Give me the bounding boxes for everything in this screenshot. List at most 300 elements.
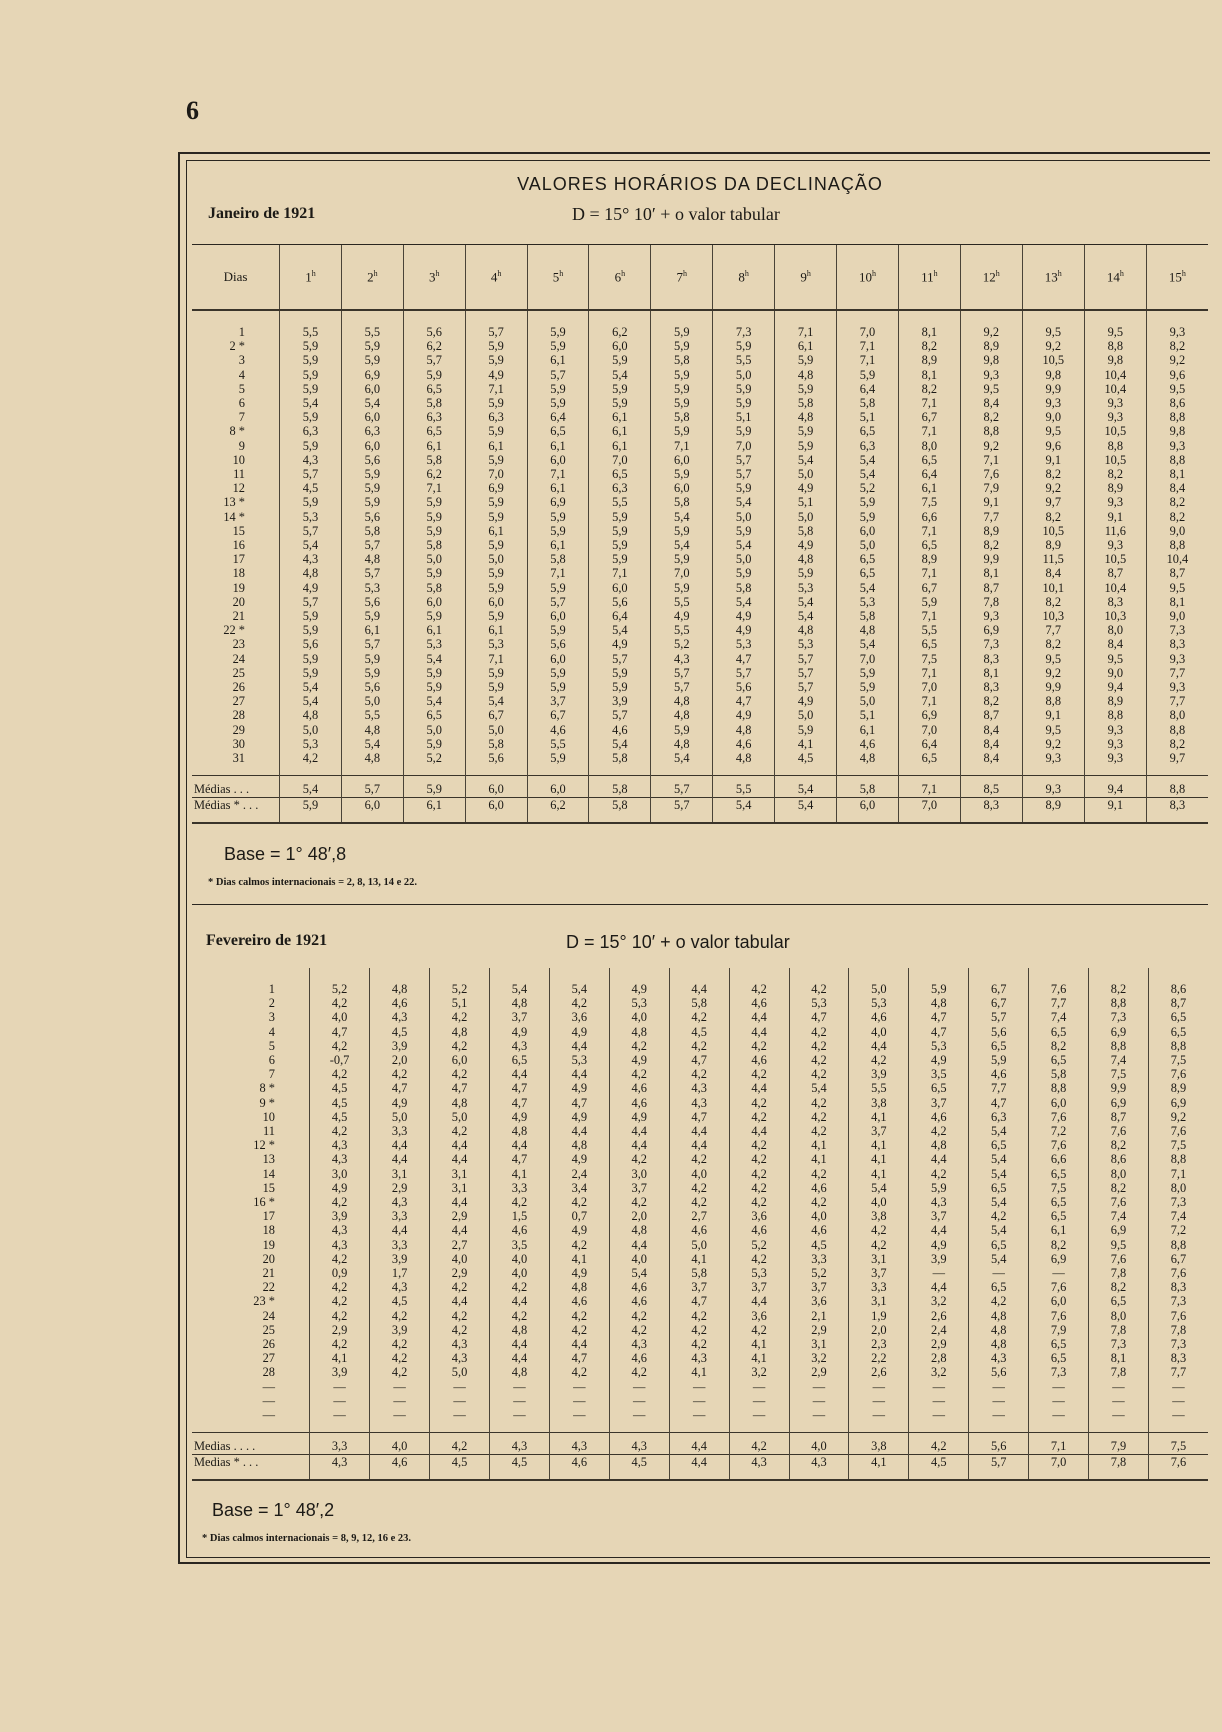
value-cell: 4,9 — [609, 1053, 669, 1067]
value-cell: 7,4 — [1148, 1209, 1208, 1223]
value-cell: 5,2 — [651, 637, 713, 651]
value-cell: — — [309, 1394, 369, 1408]
january-table — [192, 245, 1208, 824]
value-cell: 7,6 — [1029, 1280, 1089, 1294]
value-cell: 5,9 — [527, 581, 589, 595]
value-cell: 7,0 — [837, 310, 899, 339]
table-row — [192, 623, 1208, 637]
value-cell: 4,2 — [309, 996, 369, 1010]
value-cell: 4,4 — [669, 968, 729, 996]
hour-header: 13$^h$ — [1022, 245, 1084, 310]
february-base: Base = 1° 48′,2 — [212, 1500, 335, 1520]
value-cell: 5,0 — [837, 694, 899, 708]
value-cell: 5,9 — [465, 396, 527, 410]
value-cell: 5,7 — [527, 595, 589, 609]
value-cell: 4,8 — [651, 737, 713, 751]
value-cell: 6,1 — [589, 424, 651, 438]
value-cell: 7,3 — [1148, 1195, 1208, 1209]
value-cell: 4,8 — [489, 996, 549, 1010]
value-cell: 4,3 — [430, 1337, 490, 1351]
value-cell: 4,6 — [489, 1223, 549, 1237]
value-cell: 7,8 — [960, 595, 1022, 609]
value-cell: 5,9 — [341, 339, 403, 353]
mean-value: 3,3 — [309, 1433, 369, 1455]
value-cell: 5,6 — [403, 310, 465, 339]
mean-value: 4,3 — [309, 1454, 369, 1480]
table-row — [192, 637, 1208, 651]
value-cell: 4,2 — [609, 1067, 669, 1081]
value-cell: 5,7 — [775, 680, 837, 694]
value-cell: 4,8 — [280, 708, 342, 722]
value-cell: 9,8 — [1084, 353, 1146, 367]
value-cell: — — [909, 1380, 969, 1394]
value-cell: 4,2 — [729, 1252, 789, 1266]
value-cell: 8,8 — [1029, 1081, 1089, 1095]
value-cell: 8,3 — [1148, 1351, 1208, 1365]
value-cell: 6,1 — [1029, 1223, 1089, 1237]
value-cell: 9,3 — [1084, 410, 1146, 424]
value-cell: 4,5 — [309, 1081, 369, 1095]
mean-value: 6,0 — [341, 797, 403, 823]
day-cell: 30 — [232, 736, 245, 751]
day-cell: 23 — [232, 637, 245, 652]
value-cell: 6,5 — [969, 1280, 1029, 1294]
value-cell: 5,4 — [651, 510, 713, 524]
february-title: Fevereiro de 1921 — [206, 932, 328, 949]
value-cell: 5,6 — [969, 1365, 1029, 1379]
value-cell: 5,0 — [341, 694, 403, 708]
value-cell: 4,2 — [609, 1039, 669, 1053]
table-row — [192, 595, 1208, 609]
hour-header: 6$^h$ — [589, 245, 651, 310]
value-cell: 5,3 — [341, 581, 403, 595]
value-cell: 4,7 — [309, 1025, 369, 1039]
value-cell: 6,5 — [403, 382, 465, 396]
value-cell: 4,3 — [370, 1195, 430, 1209]
value-cell: 5,0 — [280, 723, 342, 737]
table-row — [192, 510, 1208, 524]
value-cell: 8,6 — [1148, 968, 1208, 996]
value-cell: 4,6 — [729, 996, 789, 1010]
value-cell: 4,2 — [309, 1309, 369, 1323]
value-cell: 5,0 — [370, 1110, 430, 1124]
value-cell: 5,9 — [527, 510, 589, 524]
value-cell: 5,9 — [465, 353, 527, 367]
value-cell: 5,3 — [280, 510, 342, 524]
mean-value: 5,6 — [969, 1433, 1029, 1455]
value-cell: 5,9 — [589, 666, 651, 680]
value-cell: 7,6 — [1148, 1266, 1208, 1280]
value-cell: — — [849, 1380, 909, 1394]
day-cell: 4 — [238, 367, 245, 382]
value-cell: 9,2 — [1022, 666, 1084, 680]
value-cell: 4,8 — [489, 1365, 549, 1379]
value-cell: 5,9 — [651, 552, 713, 566]
value-cell: 4,2 — [309, 1337, 369, 1351]
value-cell: 5,9 — [651, 382, 713, 396]
value-cell: 4,2 — [549, 1323, 609, 1337]
value-cell: 4,8 — [775, 552, 837, 566]
value-cell: 7,7 — [969, 1081, 1029, 1095]
value-cell: 8,4 — [960, 396, 1022, 410]
value-cell: 7,3 — [1148, 1294, 1208, 1308]
value-cell: 5,9 — [465, 510, 527, 524]
value-cell: 6,9 — [1148, 1096, 1208, 1110]
table-row — [192, 353, 1208, 367]
value-cell: 6,3 — [341, 424, 403, 438]
value-cell: 3,0 — [309, 1167, 369, 1181]
value-cell: 9,5 — [1022, 424, 1084, 438]
value-cell: 4,5 — [309, 1110, 369, 1124]
table-row — [192, 467, 1208, 481]
value-cell: 6,7 — [898, 581, 960, 595]
value-cell: 4,6 — [789, 1223, 849, 1237]
value-cell: 9,3 — [1146, 439, 1208, 453]
value-cell: 4,1 — [789, 1152, 849, 1166]
value-cell: 6,3 — [465, 410, 527, 424]
value-cell: 4,4 — [549, 1337, 609, 1351]
value-cell: 6,0 — [527, 652, 589, 666]
value-cell: 8,4 — [960, 751, 1022, 776]
value-cell: 5,7 — [280, 595, 342, 609]
value-cell: 5,4 — [280, 680, 342, 694]
value-cell: 5,4 — [651, 538, 713, 552]
value-cell: 4,1 — [669, 1365, 729, 1379]
mean-value: 6,1 — [403, 797, 465, 823]
mean-value: 5,4 — [775, 797, 837, 823]
value-cell: 5,8 — [465, 737, 527, 751]
value-cell: 4,7 — [789, 1010, 849, 1024]
value-cell: 4,1 — [789, 1138, 849, 1152]
value-cell: 4,2 — [669, 1039, 729, 1053]
value-cell: 7,4 — [1089, 1053, 1149, 1067]
value-cell: 5,9 — [589, 396, 651, 410]
means-row — [192, 797, 1208, 823]
value-cell: 5,4 — [969, 1152, 1029, 1166]
table-row — [192, 1266, 1208, 1280]
value-cell: 7,1 — [1148, 1167, 1208, 1181]
value-cell: 3,3 — [489, 1181, 549, 1195]
table-row — [192, 1138, 1208, 1152]
value-cell: 5,7 — [465, 310, 527, 339]
value-cell: 7,6 — [1148, 1309, 1208, 1323]
value-cell: 6,3 — [589, 481, 651, 495]
value-cell: 8,4 — [960, 723, 1022, 737]
value-cell: 5,4 — [465, 694, 527, 708]
value-cell: 1,9 — [849, 1309, 909, 1323]
value-cell: 5,9 — [280, 666, 342, 680]
value-cell: 6,7 — [969, 996, 1029, 1010]
value-cell: 3,3 — [370, 1124, 430, 1138]
value-cell: 4,2 — [669, 1181, 729, 1195]
mean-value: 5,7 — [341, 776, 403, 798]
value-cell: 5,9 — [589, 538, 651, 552]
value-cell: — — [549, 1394, 609, 1408]
value-cell: 5,7 — [775, 652, 837, 666]
value-cell: 5,9 — [713, 396, 775, 410]
value-cell: — — [789, 1394, 849, 1408]
value-cell: 9,3 — [1084, 723, 1146, 737]
value-cell: 6,9 — [1029, 1252, 1089, 1266]
value-cell: 7,5 — [1148, 1053, 1208, 1067]
main-title: VALORES HORÁRIOS DA DECLINAÇÃO — [517, 174, 883, 194]
value-cell: 6,7 — [465, 708, 527, 722]
value-cell: — — [789, 1408, 849, 1433]
value-cell: 4,7 — [370, 1081, 430, 1095]
value-cell: 4,4 — [430, 1138, 490, 1152]
value-cell: — — [669, 1394, 729, 1408]
value-cell: 5,4 — [969, 1124, 1029, 1138]
table-row — [192, 1195, 1208, 1209]
table-row — [192, 1025, 1208, 1039]
value-cell: 9,8 — [1022, 368, 1084, 382]
value-cell: 4,3 — [430, 1351, 490, 1365]
value-cell: 5,7 — [713, 666, 775, 680]
value-cell: 9,0 — [1084, 666, 1146, 680]
value-cell: 8,2 — [1029, 1238, 1089, 1252]
value-cell: 10,5 — [1022, 353, 1084, 367]
value-cell: 4,6 — [370, 996, 430, 1010]
value-cell: 4,2 — [430, 1280, 490, 1294]
value-cell: 5,9 — [775, 382, 837, 396]
section-divider — [192, 904, 1208, 905]
value-cell: 9,5 — [1022, 310, 1084, 339]
value-cell: 4,8 — [341, 751, 403, 776]
table-row — [192, 1152, 1208, 1166]
value-cell: 4,2 — [669, 1010, 729, 1024]
value-cell: 6,5 — [898, 453, 960, 467]
means-row — [192, 776, 1208, 798]
value-cell: 4,8 — [969, 1309, 1029, 1323]
value-cell: 5,9 — [341, 467, 403, 481]
value-cell: 4,2 — [789, 1053, 849, 1067]
hour-header: 9$^h$ — [775, 245, 837, 310]
value-cell: 8,2 — [1146, 339, 1208, 353]
value-cell: 8,2 — [1089, 1280, 1149, 1294]
value-cell: 3,2 — [789, 1351, 849, 1365]
value-cell: 5,9 — [775, 723, 837, 737]
mean-value: 4,1 — [849, 1454, 909, 1480]
january-base: Base = 1° 48′,8 — [224, 844, 347, 864]
value-cell: 5,3 — [909, 1039, 969, 1053]
value-cell: 6,5 — [898, 637, 960, 651]
value-cell: 4,4 — [370, 1223, 430, 1237]
value-cell: 4,3 — [309, 1138, 369, 1152]
value-cell: 4,1 — [309, 1351, 369, 1365]
day-cell: 9 * — [259, 1095, 275, 1110]
value-cell: 8,0 — [1089, 1167, 1149, 1181]
value-cell: 5,3 — [549, 1053, 609, 1067]
value-cell: 4,3 — [309, 1152, 369, 1166]
value-cell: 5,4 — [969, 1195, 1029, 1209]
value-cell: 5,9 — [775, 439, 837, 453]
mean-value: 8,3 — [1146, 797, 1208, 823]
day-cell: 27 — [232, 694, 245, 709]
value-cell: 4,4 — [430, 1152, 490, 1166]
value-cell: 3,9 — [589, 694, 651, 708]
value-cell: 6,4 — [527, 410, 589, 424]
value-cell: 5,1 — [775, 495, 837, 509]
value-cell: 4,8 — [280, 566, 342, 580]
value-cell: 4,4 — [549, 1124, 609, 1138]
value-cell: 7,1 — [527, 566, 589, 580]
value-cell: 4,4 — [430, 1195, 490, 1209]
day-cell: 1 — [238, 325, 245, 339]
hour-header: 11$^h$ — [898, 245, 960, 310]
value-cell: 5,7 — [341, 637, 403, 651]
value-cell: 5,9 — [837, 368, 899, 382]
table-row — [192, 410, 1208, 424]
value-cell: 5,9 — [651, 723, 713, 737]
value-cell: 6,0 — [589, 581, 651, 595]
day-cell: 28 — [262, 1365, 275, 1380]
value-cell: 4,2 — [729, 1152, 789, 1166]
table-row — [192, 1039, 1208, 1053]
value-cell: 4,3 — [280, 453, 342, 467]
value-cell: 4,3 — [609, 1337, 669, 1351]
value-cell: 4,2 — [729, 1167, 789, 1181]
value-cell: 2,3 — [849, 1337, 909, 1351]
value-cell: 4,9 — [775, 694, 837, 708]
value-cell: 4,6 — [609, 1280, 669, 1294]
value-cell: 6,1 — [465, 524, 527, 538]
value-cell: 8,9 — [1148, 1081, 1208, 1095]
value-cell: 5,4 — [589, 623, 651, 637]
value-cell: -0,7 — [309, 1053, 369, 1067]
value-cell: — — [969, 1408, 1029, 1433]
value-cell: 4,9 — [549, 1223, 609, 1237]
value-cell: 6,4 — [898, 467, 960, 481]
value-cell: 4,2 — [430, 1067, 490, 1081]
table-row — [192, 1323, 1208, 1337]
value-cell: 9,2 — [960, 310, 1022, 339]
value-cell: 5,9 — [775, 424, 837, 438]
value-cell: 4,8 — [969, 1323, 1029, 1337]
value-cell: 2,9 — [789, 1365, 849, 1379]
value-cell: 6,1 — [589, 410, 651, 424]
mean-value: 7,9 — [1089, 1433, 1149, 1455]
value-cell: 5,9 — [713, 524, 775, 538]
value-cell: 8,9 — [1084, 694, 1146, 708]
value-cell: 4,2 — [549, 1365, 609, 1379]
day-cell: 13 * — [223, 495, 245, 510]
value-cell: 7,1 — [898, 424, 960, 438]
mean-value: 7,6 — [1148, 1454, 1208, 1480]
mean-value: 4,5 — [489, 1454, 549, 1480]
mean-value: 6,0 — [837, 797, 899, 823]
value-cell: 5,4 — [549, 968, 609, 996]
value-cell: 5,7 — [651, 680, 713, 694]
mean-value: 4,5 — [909, 1454, 969, 1480]
day-cell: 17 — [262, 1209, 275, 1224]
value-cell: 8,8 — [1084, 708, 1146, 722]
value-cell: — — [309, 1380, 369, 1394]
value-cell: 8,4 — [960, 737, 1022, 751]
value-cell: 1,5 — [489, 1209, 549, 1223]
value-cell: 6,2 — [589, 310, 651, 339]
value-cell: 7,3 — [1029, 1365, 1089, 1379]
value-cell: 7,6 — [1029, 1110, 1089, 1124]
value-cell: 4,9 — [589, 637, 651, 651]
value-cell: 3,9 — [370, 1323, 430, 1337]
value-cell: 4,6 — [969, 1067, 1029, 1081]
value-cell: 5,0 — [465, 723, 527, 737]
value-cell: 4,2 — [609, 1365, 669, 1379]
value-cell: 8,8 — [1022, 694, 1084, 708]
value-cell: 8,2 — [1146, 495, 1208, 509]
value-cell: 9,1 — [1084, 510, 1146, 524]
table-row — [192, 1309, 1208, 1323]
table-row — [192, 1209, 1208, 1223]
value-cell: 6,5 — [1029, 1167, 1089, 1181]
value-cell: — — [609, 1408, 669, 1433]
value-cell: 4,9 — [775, 481, 837, 495]
value-cell: 5,9 — [280, 339, 342, 353]
value-cell: 4,0 — [609, 1010, 669, 1024]
value-cell: 4,2 — [969, 1209, 1029, 1223]
table-row — [192, 1351, 1208, 1365]
value-cell: 4,1 — [849, 1152, 909, 1166]
value-cell: 9,9 — [1022, 680, 1084, 694]
value-cell: 5,4 — [489, 968, 549, 996]
value-cell: 7,0 — [465, 467, 527, 481]
value-cell: 6,6 — [898, 510, 960, 524]
value-cell: 8,2 — [960, 538, 1022, 552]
value-cell: 5,9 — [527, 623, 589, 637]
value-cell: 6,1 — [527, 538, 589, 552]
value-cell: — — [969, 1394, 1029, 1408]
value-cell: 6,1 — [403, 623, 465, 637]
value-cell: 4,2 — [729, 1096, 789, 1110]
value-cell: 8,7 — [1148, 996, 1208, 1010]
value-cell: 5,9 — [341, 495, 403, 509]
table-row — [192, 737, 1208, 751]
value-cell: 5,9 — [837, 510, 899, 524]
value-cell: 3,7 — [849, 1266, 909, 1280]
value-cell: 5,4 — [849, 1181, 909, 1195]
table-row — [192, 368, 1208, 382]
value-cell: 6,1 — [341, 623, 403, 637]
value-cell: 5,9 — [403, 566, 465, 580]
value-cell: 5,4 — [280, 694, 342, 708]
value-cell: 8,0 — [1146, 708, 1208, 722]
february-rows — [192, 968, 1208, 1433]
value-cell: 6,0 — [341, 382, 403, 396]
value-cell: 4,4 — [370, 1152, 430, 1166]
mean-value: 4,3 — [489, 1433, 549, 1455]
day-cell: 7 — [238, 410, 245, 425]
value-cell: 5,7 — [403, 353, 465, 367]
value-cell: 7,6 — [960, 467, 1022, 481]
day-cell: 25 — [232, 665, 245, 680]
value-cell: 7,3 — [1089, 1010, 1149, 1024]
value-cell: 7,5 — [898, 495, 960, 509]
value-cell: 7,7 — [1029, 996, 1089, 1010]
value-cell: 5,0 — [430, 1110, 490, 1124]
value-cell: 5,9 — [465, 339, 527, 353]
value-cell: 6,4 — [898, 737, 960, 751]
hour-header: 14$^h$ — [1084, 245, 1146, 310]
value-cell: 8,3 — [960, 680, 1022, 694]
value-cell: 5,4 — [280, 538, 342, 552]
mean-value: 5,4 — [280, 776, 342, 798]
hour-header: 10$^h$ — [837, 245, 899, 310]
value-cell: 7,7 — [960, 510, 1022, 524]
value-cell: 4,2 — [609, 1195, 669, 1209]
value-cell: 3,1 — [430, 1181, 490, 1195]
value-cell: 7,1 — [898, 609, 960, 623]
value-cell: 5,8 — [527, 552, 589, 566]
